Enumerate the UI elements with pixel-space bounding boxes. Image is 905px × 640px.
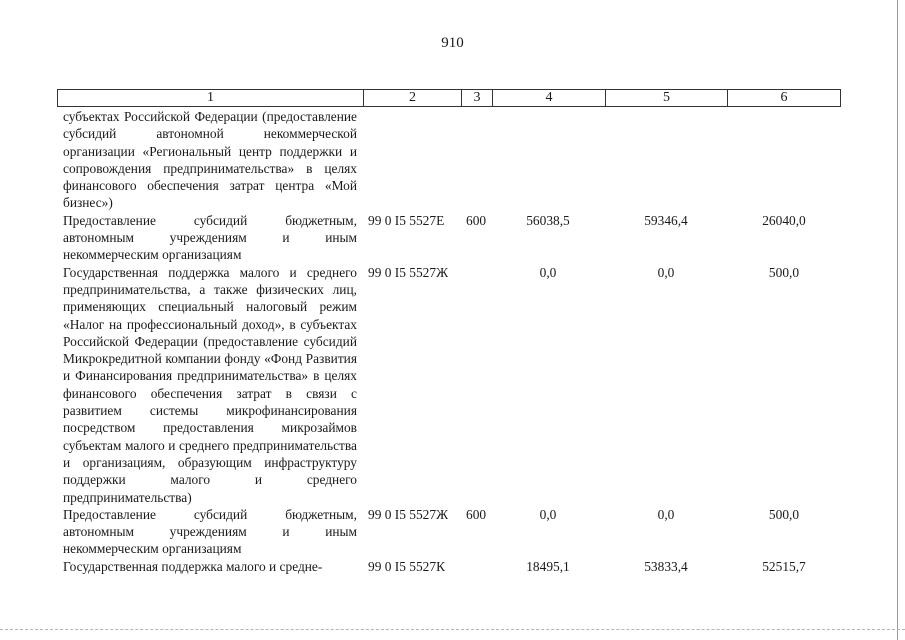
- row-value-2: 0,0: [657, 264, 675, 280]
- table-header: [57, 89, 841, 107]
- row-code: 99 0 I5 5527К: [368, 558, 445, 574]
- row-name: Государственная поддержка малого и среднего предпринимательства, а также физических лиц, применяющих специальный налоговый режим «Налог на профессиональный доход», в субъектах Российской Федерации (предоставление субсидий Микрокредитной компании фонду «Фонд Развития и Финансирования предпринимательства» в целях финансового обеспечения затрат в связи с развитием системы микрофинансирования посредством предоставления микрозаймов субъектам малого и среднего предпринимательства и организациям, образующим инфраструктуру поддержки малого и среднего предпринимательства): [63, 264, 357, 505]
- row-value-3: 26040,0: [762, 212, 806, 228]
- row-value-1: 0,0: [539, 264, 557, 280]
- row-vr: 600: [466, 212, 487, 228]
- table-row: [0, 506, 905, 558]
- row-value-3: 500,0: [768, 264, 800, 280]
- page-number: 910: [441, 35, 464, 51]
- page-bottom-edge: [0, 629, 905, 631]
- table-row: [0, 264, 905, 506]
- row-vr: 600: [466, 506, 487, 522]
- row-value-3: 52515,7: [762, 558, 806, 574]
- row-name: Предоставление субсидий бюджетным, автономным учреждениям и иным некоммерческим организациям: [63, 506, 357, 557]
- header-col-4: 4: [493, 90, 606, 106]
- row-value-3: 500,0: [768, 506, 800, 522]
- header-col-3: 3: [462, 90, 493, 106]
- row-name: Предоставление субсидий бюджетным, автономным учреждениям и иным некоммерческим организациям: [63, 212, 357, 263]
- table-body: [0, 108, 905, 575]
- table-row: [0, 558, 905, 575]
- row-code: 99 0 I5 5527Ж: [368, 506, 449, 522]
- row-value-1: 56038,5: [526, 212, 570, 228]
- row-value-2: 53833,4: [644, 558, 688, 574]
- row-value-2: 0,0: [657, 506, 675, 522]
- header-col-6: 6: [780, 90, 788, 105]
- table-row: [0, 108, 905, 212]
- row-code: 99 0 I5 5527Ж: [368, 264, 449, 280]
- row-name: субъектах Российской Федерации (предоставление субсидий автономной некоммерческой организации «Региональный центр поддержки и сопровождения предпринимательства» в целях финансового обеспечения затрат центра «Мой бизнес»): [63, 109, 357, 211]
- header-col-1: 1: [58, 90, 364, 106]
- row-name: Государственная поддержка малого и средне-: [63, 558, 323, 574]
- header-col-5: 5: [606, 90, 728, 106]
- row-value-2: 59346,4: [644, 212, 688, 228]
- row-code: 99 0 I5 5527Е: [368, 212, 445, 228]
- table-row: [0, 212, 905, 264]
- row-value-1: 18495,1: [526, 558, 570, 574]
- row-value-1: 0,0: [539, 506, 557, 522]
- header-col-2: 2: [364, 90, 462, 106]
